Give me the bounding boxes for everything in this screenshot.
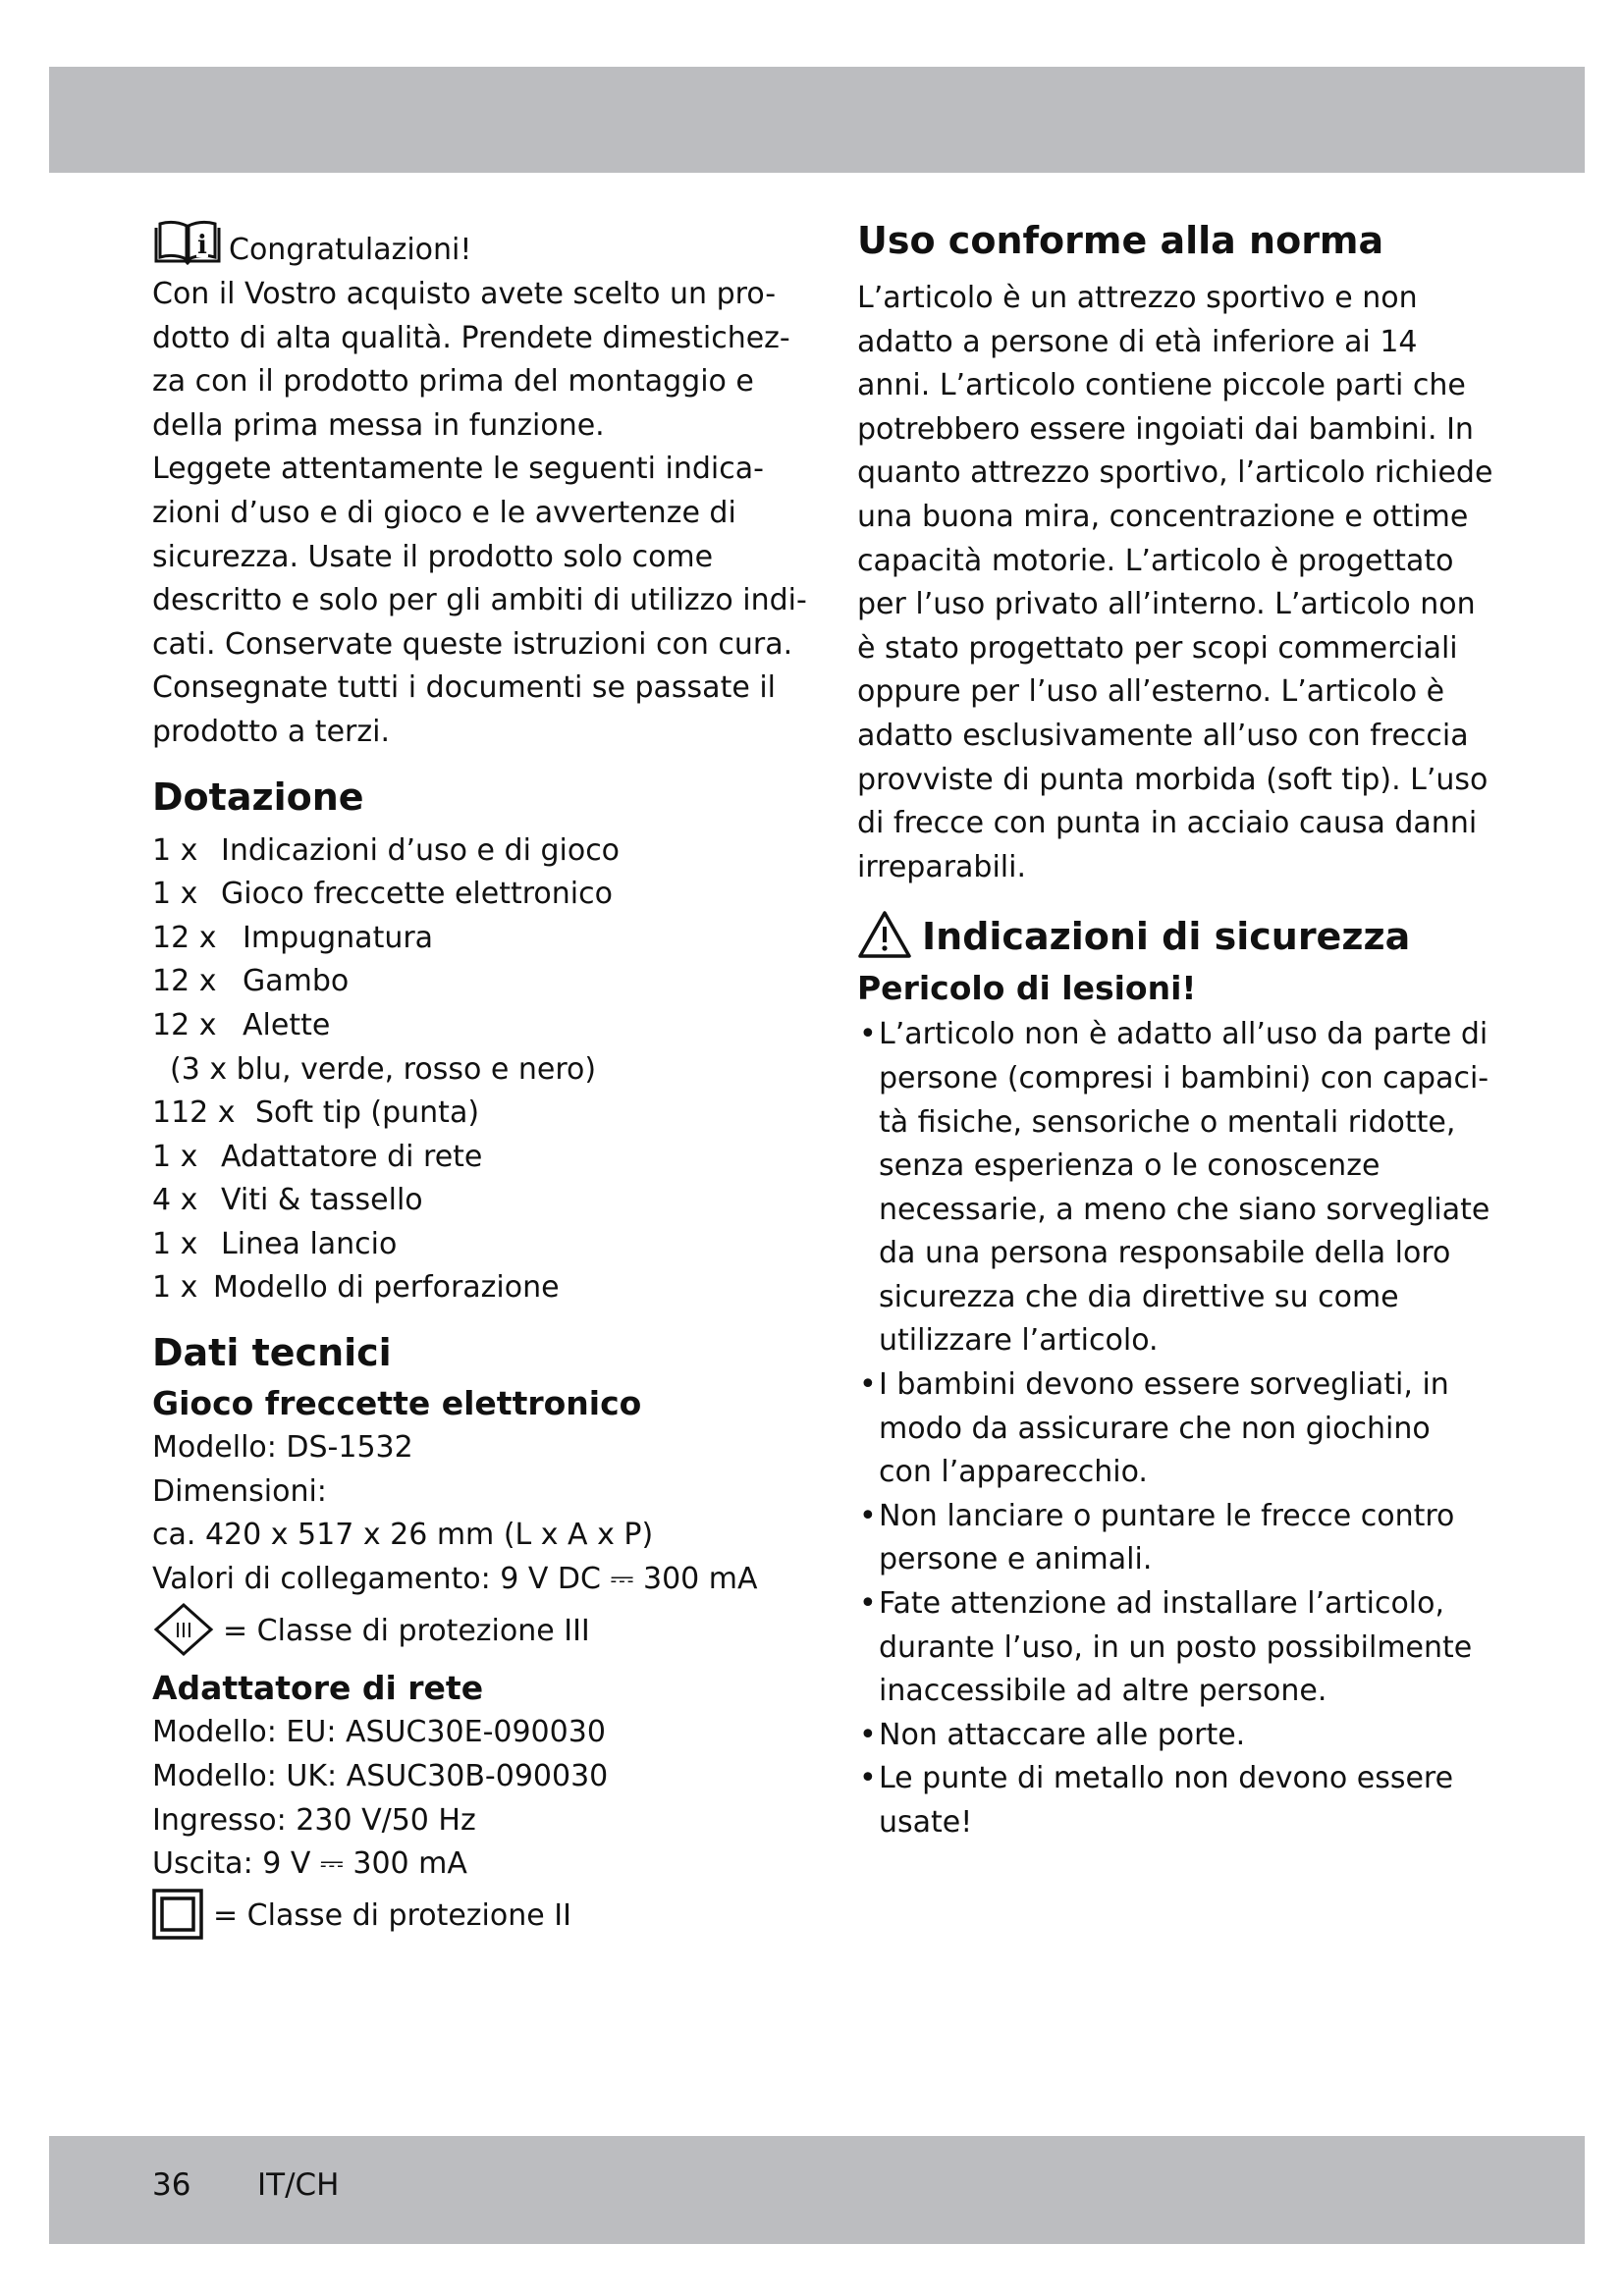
warning-triangle-icon — [857, 910, 912, 963]
sicurezza-heading-row — [857, 909, 1495, 964]
intro-line: za con il prodotto prima del montaggio e — [152, 364, 754, 400]
list-item: • L’articolo non è adatto all’uso da parte di persone (compresi i bambini) con capaci- tà fisiche, sensoriche o mentali ridotte, senza esperienza o le conoscenze necessarie, a meno che siano sorvegliate da una persona responsabile della loro sicurezza che dia direttive su come utilizzare l’articolo. — [857, 1013, 1495, 1363]
list-item: • Le punte di metallo non devono essere usate! — [857, 1757, 1495, 1844]
uso-line: potrebbero essere ingoiati dai bambini. In — [857, 411, 1474, 447]
uso-line: di frecce con punta in acciaio causa danni — [857, 806, 1478, 841]
list-item: • Non attaccare alle porte. — [857, 1714, 1495, 1758]
modello-uk-text: Modello: UK: ASUC30B-090030 — [152, 1759, 609, 1794]
list-item: 12 x Gambo — [152, 964, 350, 999]
list-item: 1 x Adattatore di rete — [152, 1139, 483, 1174]
intro-line: Con il Vostro acquisto avete scelto un pro- — [152, 277, 777, 311]
modello-text: Modello: DS-1532 — [152, 1430, 413, 1466]
classe3-row — [152, 1601, 790, 1662]
dotazione-heading: Dotazione — [152, 774, 364, 819]
page-number: 36 — [152, 2167, 191, 2203]
bullet-icon: • — [859, 1367, 877, 1403]
classe2-row — [152, 1887, 790, 1946]
uso-line: per l’uso privato all’interno. L’articolo non — [857, 587, 1476, 622]
list-item: • Non lanciare o puntare le frecce contro persone e animali. — [857, 1495, 1495, 1582]
classe3-text: = Classe di protezione III — [223, 1614, 590, 1649]
dati-tecnici-heading: Dati tecnici — [152, 1331, 392, 1375]
valori-text: Valori di collegamento: 9 V DC ⎓ 300 mA — [152, 1561, 758, 1596]
uscita-text: Uscita: 9 V ⎓ 300 mA — [152, 1846, 467, 1882]
pericolo-heading: Pericolo di lesioni! — [857, 969, 1197, 1008]
list-item: • Fate attenzione ad installare l’articolo, durante l’uso, in un posto possibilmente inaccessibile ad altre persone. — [857, 1582, 1495, 1714]
uso-line: oppure per l’uso all’esterno. L’articolo è — [857, 674, 1445, 710]
dimensioni-value: ca. 420 x 517 x 26 mm (L x A x P) — [152, 1518, 654, 1553]
intro-heading-row — [152, 212, 790, 273]
intro-line: dotto di alta qualità. Prendete dimestichez- — [152, 320, 790, 355]
list-item: 1 x Indicazioni d’uso e di gioco — [152, 832, 621, 868]
locale-label: IT/CH — [257, 2167, 340, 2203]
uso-line: è stato progettato per scopi commerciali — [857, 630, 1458, 666]
list-item: 112 x Soft tip (punta) — [152, 1095, 480, 1131]
uso-line: quanto attrezzo sportivo, l’articolo richiede — [857, 455, 1493, 491]
dotazione-list — [152, 829, 790, 1311]
info-book-icon — [152, 218, 223, 269]
list-item: 1 x Gioco freccette elettronico — [152, 877, 613, 912]
svg-text:III: III — [175, 1619, 192, 1643]
classe2-text: = Classe di protezione II — [213, 1897, 571, 1933]
uso-line: capacità motorie. L’articolo è progettato — [857, 543, 1454, 578]
safety-bullet-list — [857, 1013, 1495, 1844]
list-item: • I bambini devono essere sorvegliati, in modo da assicurare che non giochino con l’apparecchio. — [857, 1363, 1495, 1495]
left-column — [152, 212, 807, 1946]
sicurezza-heading: Indicazioni di sicurezza — [922, 915, 1411, 959]
uso-line: una buona mira, concentrazione e ottime — [857, 499, 1469, 534]
list-item: 12 x Alette — [152, 1007, 331, 1042]
list-item: (3 x blu, verde, rosso e nero) — [170, 1051, 597, 1087]
svg-text:i: i — [197, 231, 207, 260]
bullet-icon: • — [859, 1586, 877, 1622]
uso-line: anni. L’articolo contiene piccole parti che — [857, 368, 1466, 403]
dimensioni-label: Dimensioni: — [152, 1473, 327, 1509]
protection-class-2-icon — [152, 1889, 203, 1944]
intro-line: della prima messa in funzione. — [152, 407, 605, 443]
intro-line: zioni d’uso e di gioco e le avvertenze di — [152, 495, 736, 530]
right-column — [857, 212, 1495, 1845]
intro-paragraph — [152, 273, 807, 755]
uso-heading: Uso conforme alla norma — [857, 219, 1384, 262]
protection-class-3-icon — [152, 1602, 215, 1661]
intro-line: cati. Conservate queste istruzioni con cura. — [152, 626, 793, 662]
list-item: 12 x Impugnatura — [152, 920, 434, 955]
modello-eu-text: Modello: EU: ASUC30E-090030 — [152, 1715, 606, 1750]
ingresso-text: Ingresso: 230 V/50 Hz — [152, 1802, 476, 1838]
bullet-icon: • — [859, 1761, 877, 1796]
bullet-icon: • — [859, 1717, 877, 1752]
list-item: 4 x Viti & tassello — [152, 1183, 423, 1218]
uso-line: L’articolo è un attrezzo sportivo e non — [857, 281, 1418, 315]
adattatore-heading: Adattatore di rete — [152, 1669, 484, 1708]
uso-paragraph — [857, 277, 1495, 889]
bullet-icon: • — [859, 1017, 877, 1052]
uso-line: provviste di punta morbida (soft tip). L’uso — [857, 762, 1489, 797]
uso-line: adatto esclusivamente all’uso con freccia — [857, 718, 1469, 753]
list-item: 1 x Modello di perforazione — [152, 1270, 560, 1306]
intro-line: prodotto a terzi. — [152, 714, 390, 749]
intro-line: Consegnate tutti i documenti se passate il — [152, 670, 776, 706]
uso-line: adatto a persone di età inferiore ai 14 — [857, 324, 1418, 359]
bullet-icon: • — [859, 1498, 877, 1533]
intro-line: sicurezza. Usate il prodotto solo come — [152, 539, 714, 574]
intro-line: descritto e solo per gli ambiti di utilizzo indi- — [152, 583, 807, 618]
header-band — [49, 67, 1585, 173]
intro-line: Leggete attentamente le seguenti indica- — [152, 452, 764, 487]
list-item: 1 x Linea lancio — [152, 1226, 398, 1261]
gioco-heading: Gioco freccette elettronico — [152, 1384, 642, 1423]
uso-line: irreparabili. — [857, 849, 1027, 884]
intro-heading: Congratulazioni! — [229, 233, 472, 268]
